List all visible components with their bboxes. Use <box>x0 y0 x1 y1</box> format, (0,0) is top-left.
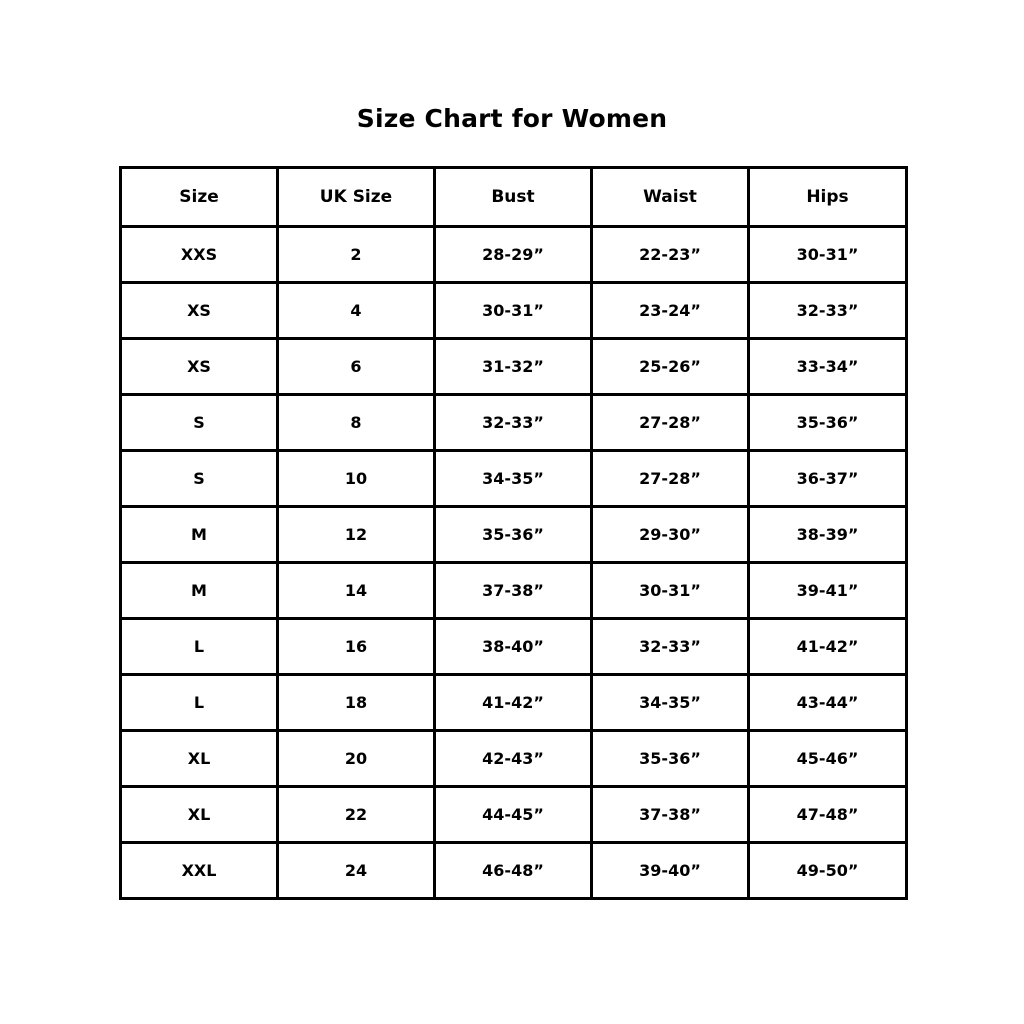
cell-uk-size: 18 <box>278 675 435 731</box>
cell-size: S <box>121 451 278 507</box>
column-header-waist: Waist <box>592 168 749 227</box>
cell-uk-size: 8 <box>278 395 435 451</box>
cell-waist: 39-40” <box>592 843 749 899</box>
table-row <box>121 563 907 619</box>
cell-waist: 32-33” <box>592 619 749 675</box>
cell-bust: 41-42” <box>435 675 592 731</box>
cell-size: XS <box>121 283 278 339</box>
size-chart-table-wrapper <box>119 166 905 900</box>
cell-waist: 29-30” <box>592 507 749 563</box>
cell-waist: 37-38” <box>592 787 749 843</box>
cell-waist: 34-35” <box>592 675 749 731</box>
cell-hips: 30-31” <box>749 227 907 283</box>
cell-hips: 45-46” <box>749 731 907 787</box>
cell-waist: 27-28” <box>592 395 749 451</box>
cell-bust: 35-36” <box>435 507 592 563</box>
cell-size: M <box>121 563 278 619</box>
cell-bust: 28-29” <box>435 227 592 283</box>
cell-waist: 23-24” <box>592 283 749 339</box>
table-row <box>121 451 907 507</box>
cell-uk-size: 14 <box>278 563 435 619</box>
cell-hips: 38-39” <box>749 507 907 563</box>
cell-waist: 22-23” <box>592 227 749 283</box>
cell-bust: 46-48” <box>435 843 592 899</box>
cell-uk-size: 2 <box>278 227 435 283</box>
cell-waist: 25-26” <box>592 339 749 395</box>
cell-size: L <box>121 675 278 731</box>
cell-uk-size: 20 <box>278 731 435 787</box>
table-row <box>121 283 907 339</box>
cell-size: L <box>121 619 278 675</box>
table-row <box>121 227 907 283</box>
table-header <box>121 168 907 227</box>
cell-uk-size: 4 <box>278 283 435 339</box>
cell-uk-size: 6 <box>278 339 435 395</box>
cell-bust: 44-45” <box>435 787 592 843</box>
cell-size: XL <box>121 731 278 787</box>
table-row <box>121 395 907 451</box>
table-row <box>121 675 907 731</box>
cell-uk-size: 16 <box>278 619 435 675</box>
cell-bust: 31-32” <box>435 339 592 395</box>
column-header-uk-size: UK Size <box>278 168 435 227</box>
table-row <box>121 787 907 843</box>
cell-uk-size: 24 <box>278 843 435 899</box>
cell-hips: 36-37” <box>749 451 907 507</box>
cell-size: S <box>121 395 278 451</box>
page-title: Size Chart for Women <box>356 104 668 133</box>
table-header-row <box>121 168 907 227</box>
cell-uk-size: 10 <box>278 451 435 507</box>
table-row <box>121 339 907 395</box>
cell-hips: 49-50” <box>749 843 907 899</box>
column-header-bust: Bust <box>435 168 592 227</box>
cell-hips: 43-44” <box>749 675 907 731</box>
table-row <box>121 507 907 563</box>
cell-bust: 42-43” <box>435 731 592 787</box>
column-header-hips: Hips <box>749 168 907 227</box>
cell-size: XXL <box>121 843 278 899</box>
cell-hips: 33-34” <box>749 339 907 395</box>
cell-uk-size: 12 <box>278 507 435 563</box>
cell-bust: 30-31” <box>435 283 592 339</box>
table-row <box>121 843 907 899</box>
table-row <box>121 619 907 675</box>
cell-waist: 35-36” <box>592 731 749 787</box>
cell-hips: 39-41” <box>749 563 907 619</box>
cell-size: XL <box>121 787 278 843</box>
column-header-size: Size <box>121 168 278 227</box>
cell-waist: 27-28” <box>592 451 749 507</box>
cell-uk-size: 22 <box>278 787 435 843</box>
cell-hips: 47-48” <box>749 787 907 843</box>
cell-waist: 30-31” <box>592 563 749 619</box>
cell-size: XS <box>121 339 278 395</box>
table-row <box>121 731 907 787</box>
cell-hips: 35-36” <box>749 395 907 451</box>
cell-hips: 32-33” <box>749 283 907 339</box>
size-chart-table <box>119 166 908 900</box>
cell-size: XXS <box>121 227 278 283</box>
cell-size: M <box>121 507 278 563</box>
table-body <box>121 227 907 899</box>
cell-bust: 37-38” <box>435 563 592 619</box>
cell-bust: 32-33” <box>435 395 592 451</box>
cell-bust: 38-40” <box>435 619 592 675</box>
cell-hips: 41-42” <box>749 619 907 675</box>
cell-bust: 34-35” <box>435 451 592 507</box>
